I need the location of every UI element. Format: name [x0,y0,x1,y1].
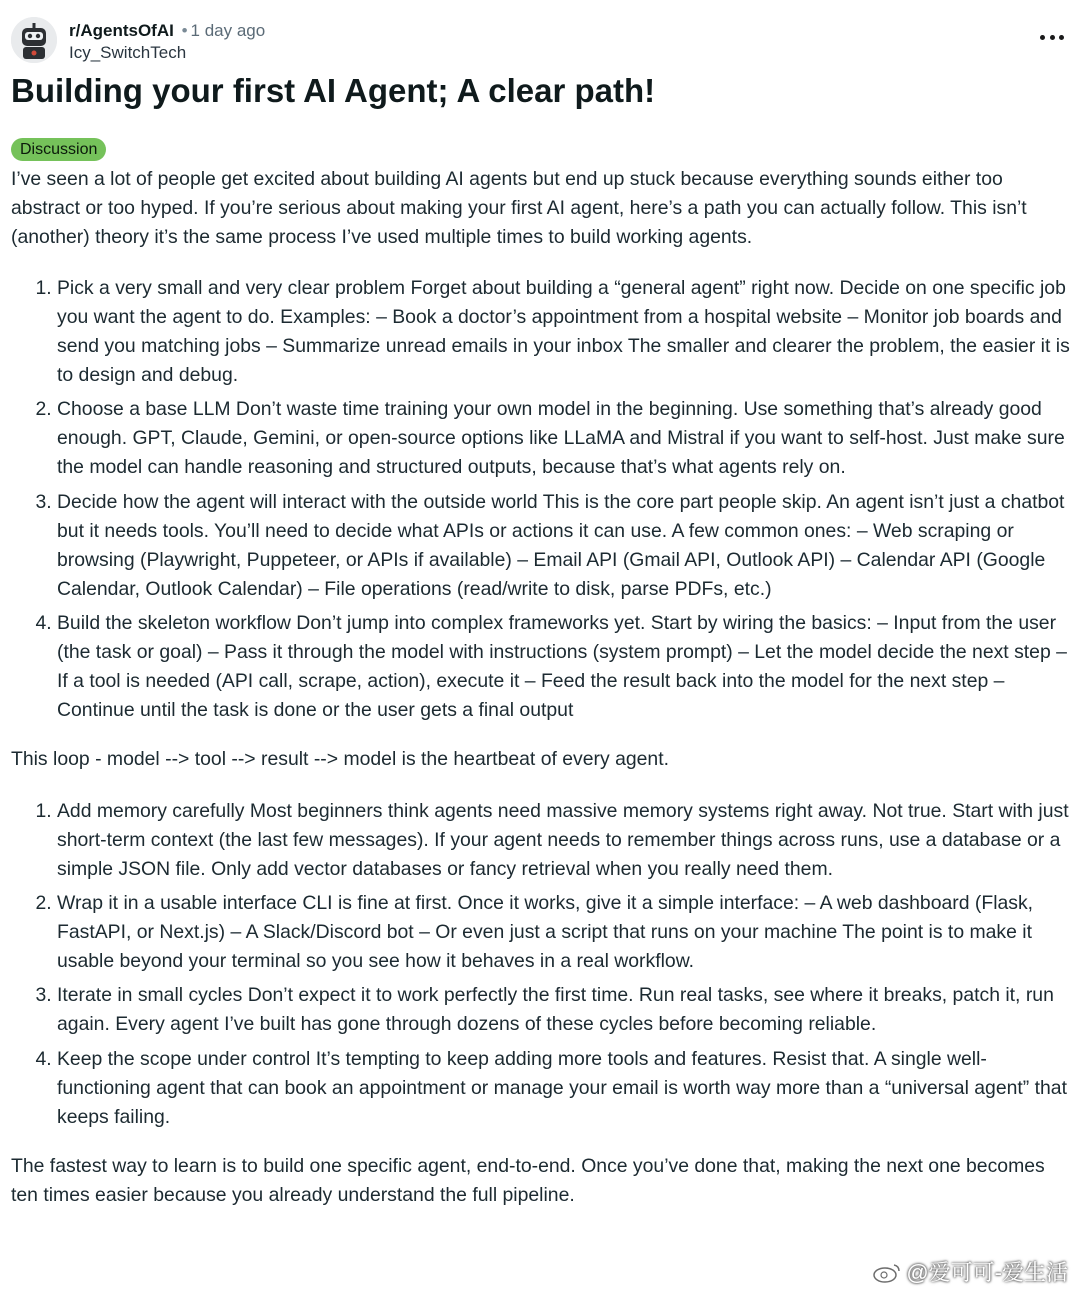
steps-list-1 [11,274,1073,725]
more-dot-icon [1059,35,1064,40]
post-title[interactable]: Building your first AI Agent; A clear path! [11,72,656,109]
author-link[interactable]: Icy_SwitchTech [69,43,187,62]
more-dot-icon [1050,35,1055,40]
post-body [11,165,1073,1210]
flair-badge[interactable]: Discussion [11,138,106,161]
post-header [11,16,1064,68]
watermark [872,1256,1068,1287]
list-item: 1. Pick a very small and very clear problem Forget about building a “general agent” right now. Decide on one specific job you want the agent to do. Examples: – Book a doctor’s appointment from a hospital website – Monitor job boards and send you matching jobs – Summarize unread emails in your inbox The smaller and clearer the problem, the easier it is to design and debug. [57,274,1073,390]
meta-separator: • [181,21,188,40]
list-item: 2. Choose a base LLM Don’t waste time training your own model in the beginning. Use something that’s already good enough. GPT, Claude, Gemini, or open-source options like LLaMA and Mistral if you want to self-host. Just make sure the model can handle reasoning and structured outputs, because that’s what agents rely on. [57,395,1073,482]
list-item: 3. Iterate in small cycles Don’t expect it to work perfectly the first time. Run real tasks, see where it breaks, patch it, run again. Every agent I’ve built has gone through dozens of these cycles before becoming reliable. [57,981,1073,1039]
subreddit-link[interactable]: r/AgentsOfAI [69,21,174,40]
robot-avatar-icon[interactable] [11,17,57,63]
watermark-text: @爱可可-爱生活 [906,1260,1068,1285]
list-item: 1. Add memory carefully Most beginners think agents need massive memory systems right away. Not true. Start with just short-term context (the last few messages). If your agent needs to remember things across runs, use a database or a simple JSON file. Only add vector databases or fancy retrieval when you really need them. [57,797,1073,884]
weibo-logo-icon [872,1260,902,1284]
list-item: 2. Wrap it in a usable interface CLI is fine at first. Once it works, give it a simple interface: – A web dashboard (Flask, FastAPI, or Next.js) – A Slack/Discord bot – Or even just a script that runs on your machine The point is to make it usable beyond your terminal so you see how it behaves in a real workflow. [57,889,1073,976]
list-item: 4. Keep the scope under control It’s tempting to keep adding more tools and features. Resist that. A single well-functioning agent that can book an appointment or manage your email is worth way more than a “universal agent” that keeps failing. [57,1045,1073,1132]
loop-paragraph: This loop - model --> tool --> result --> model is the heartbeat of every agent. [11,747,669,770]
steps-list-2 [11,797,1073,1132]
closing-paragraph: The fastest way to learn is to build one specific agent, end-to-end. Once you’ve done that, making the next one becomes ten times easier because you already understand the full pipeline. [11,1154,1045,1206]
intro-paragraph: I’ve seen a lot of people get excited about building AI agents but end up stuck because everything sounds either too abstract or too hyped. If you’re serious about making your first AI agent, here’s a path you can actually follow. This isn’t (another) theory it’s the same process I’ve used multiple times to build working agents. [11,168,1027,248]
list-item: 4. Build the skeleton workflow Don’t jump into complex frameworks yet. Start by wiring the basics: – Input from the user (the task or goal) – Pass it through the model with instructions (system prompt) – Let the model decide the next step – If a tool is needed (API call, scrape, action), execute it – Feed the result back into the model for the next step – Continue until the task is done or the user gets a final output [57,609,1073,725]
more-options-icon[interactable] [1040,32,1064,42]
post-time: 1 day ago [190,21,266,40]
more-dot-icon [1040,35,1045,40]
list-item: 3. Decide how the agent will interact with the outside world This is the core part people skip. An agent isn’t just a chatbot but it needs tools. You’ll need to decide what APIs or actions it can use. A few common ones: – Web scraping or browsing (Playwright, Puppeteer, or APIs if available) – Email API (Gmail API, Outlook API) – Calendar API (Google Calendar, Outlook Calendar) – File operations (read/write to disk, parse PDFs, etc.) [57,488,1073,604]
